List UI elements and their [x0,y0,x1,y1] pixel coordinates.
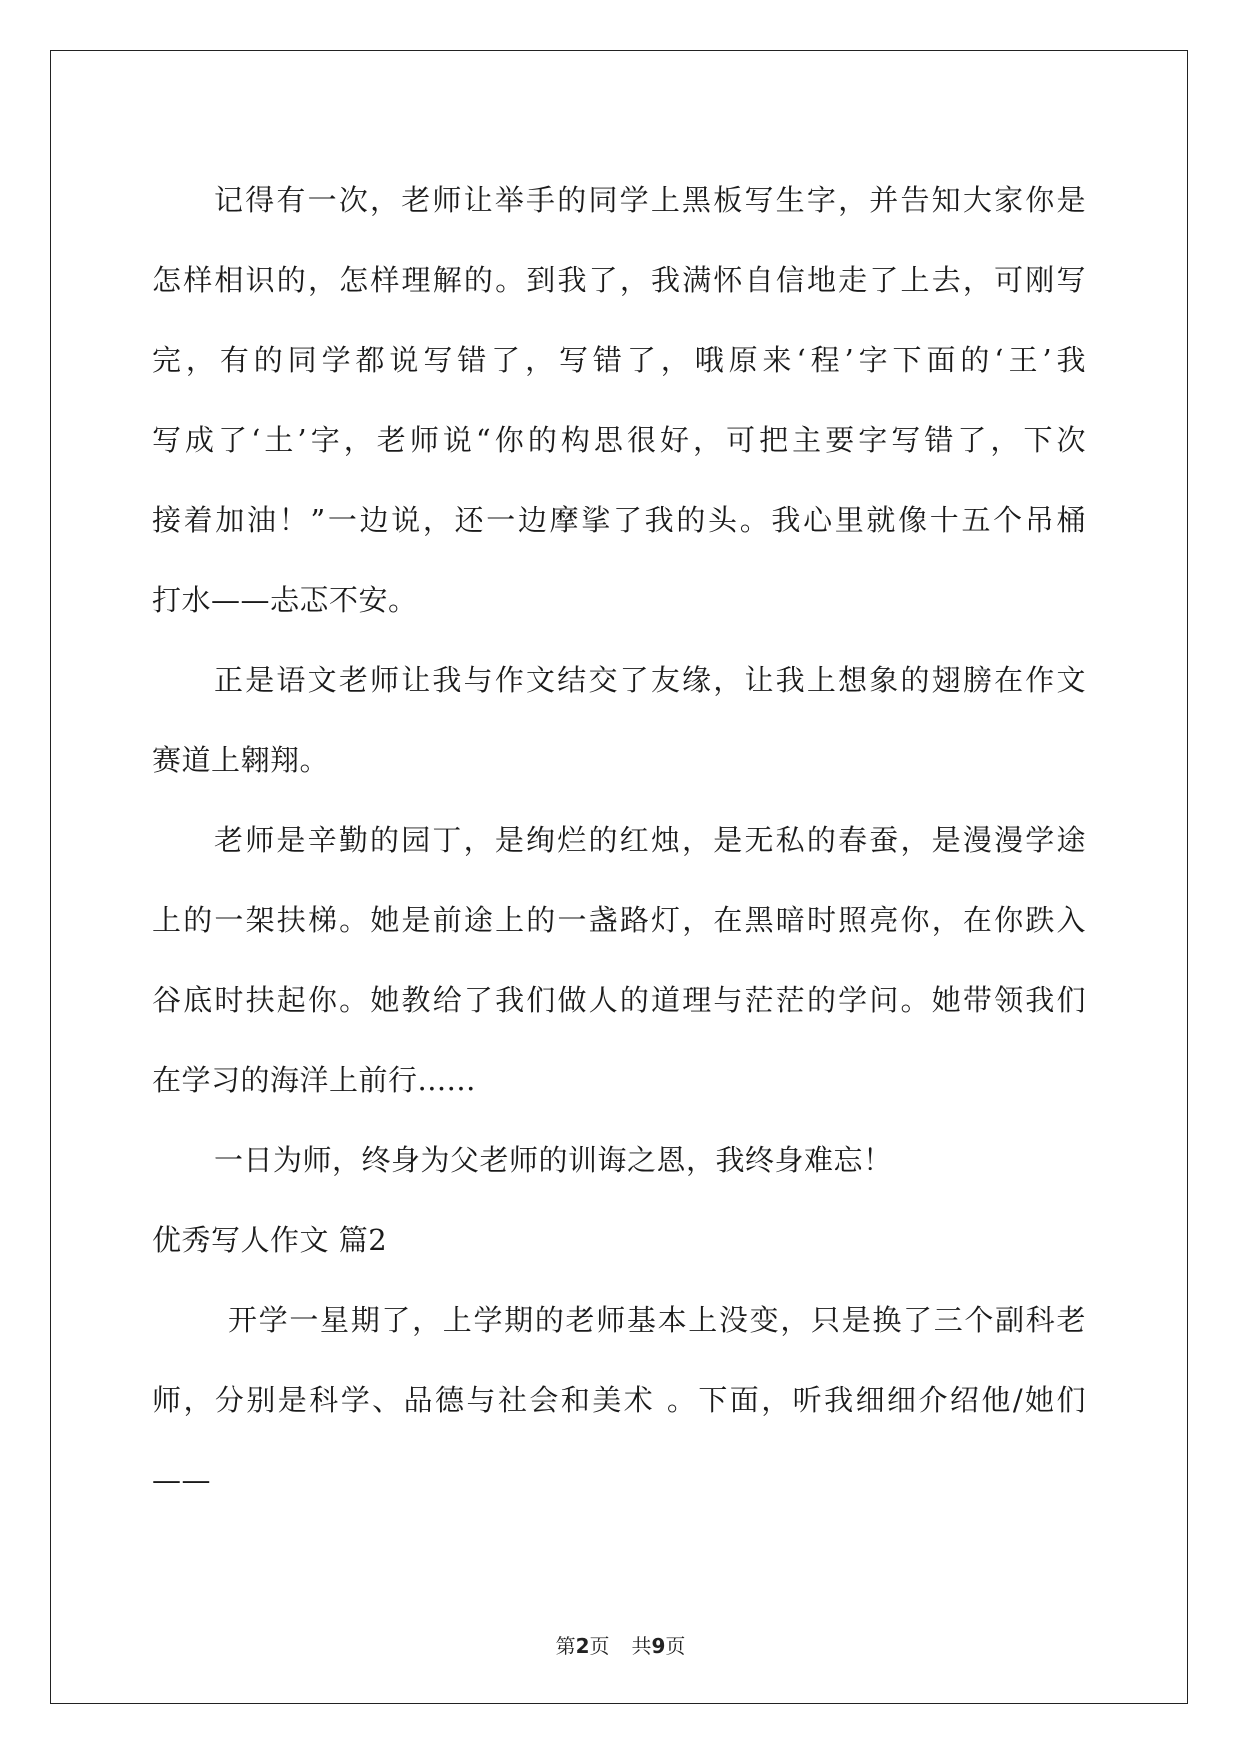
page-label-prefix: 第 [555,1634,576,1658]
text-line: 开学一星期了，上学期的老师基本上没变，只是换了三个副科老 [228,1303,1086,1337]
page-total: 9 [651,1634,666,1658]
text-line: 上的一架扶梯。她是前途上的一盏路灯，在黑暗时照亮你，在你跌入 [152,903,1086,937]
section-heading: 优秀写人作文 篇2 [152,1223,388,1257]
text-line: 正是语文老师让我与作文结交了友缘，让我上想象的翅膀在作文 [214,663,1086,697]
text-line: —— [152,1463,211,1497]
text-line: 老师是辛勤的园丁，是绚烂的红烛，是无私的春蚕，是漫漫学途 [214,823,1086,857]
page-current: 2 [575,1634,590,1658]
document-body [152,160,1086,1520]
page-label-mid: 页 [589,1634,610,1658]
page-total-suffix: 页 [665,1634,686,1658]
text-line: 记得有一次，老师让举手的同学上黑板写生字，并告知大家你是 [214,183,1086,217]
text-line: 在学习的海洋上前行...... [152,1063,476,1097]
text-line: 赛道上翱翔。 [152,743,330,777]
text-line: 谷底时扶起你。她教给了我们做人的道理与茫茫的学问。她带领我们 [152,983,1086,1017]
page-footer [0,1630,1241,1659]
text-line: 一日为师，终身为父老师的训诲之恩，我终身难忘！ [214,1143,893,1177]
page-total-prefix: 共 [631,1634,652,1658]
text-line: 打水——忐忑不安。 [152,583,418,617]
text-line: 完，有的同学都说写错了，写错了，哦原来‘程’字下面的‘王’我 [152,343,1086,377]
text-line: 写成了‘土’字，老师说“你的构思很好，可把主要字写错了，下次 [152,423,1086,457]
text-line: 师，分别是科学、品德与社会和美术 。下面，听我细细介绍他/她们 [152,1383,1086,1417]
text-line: 接着加油！”一边说，还一边摩挲了我的头。我心里就像十五个吊桶 [152,503,1086,537]
text-line: 怎样相识的，怎样理解的。到我了，我满怀自信地走了上去，可刚写 [152,263,1086,297]
